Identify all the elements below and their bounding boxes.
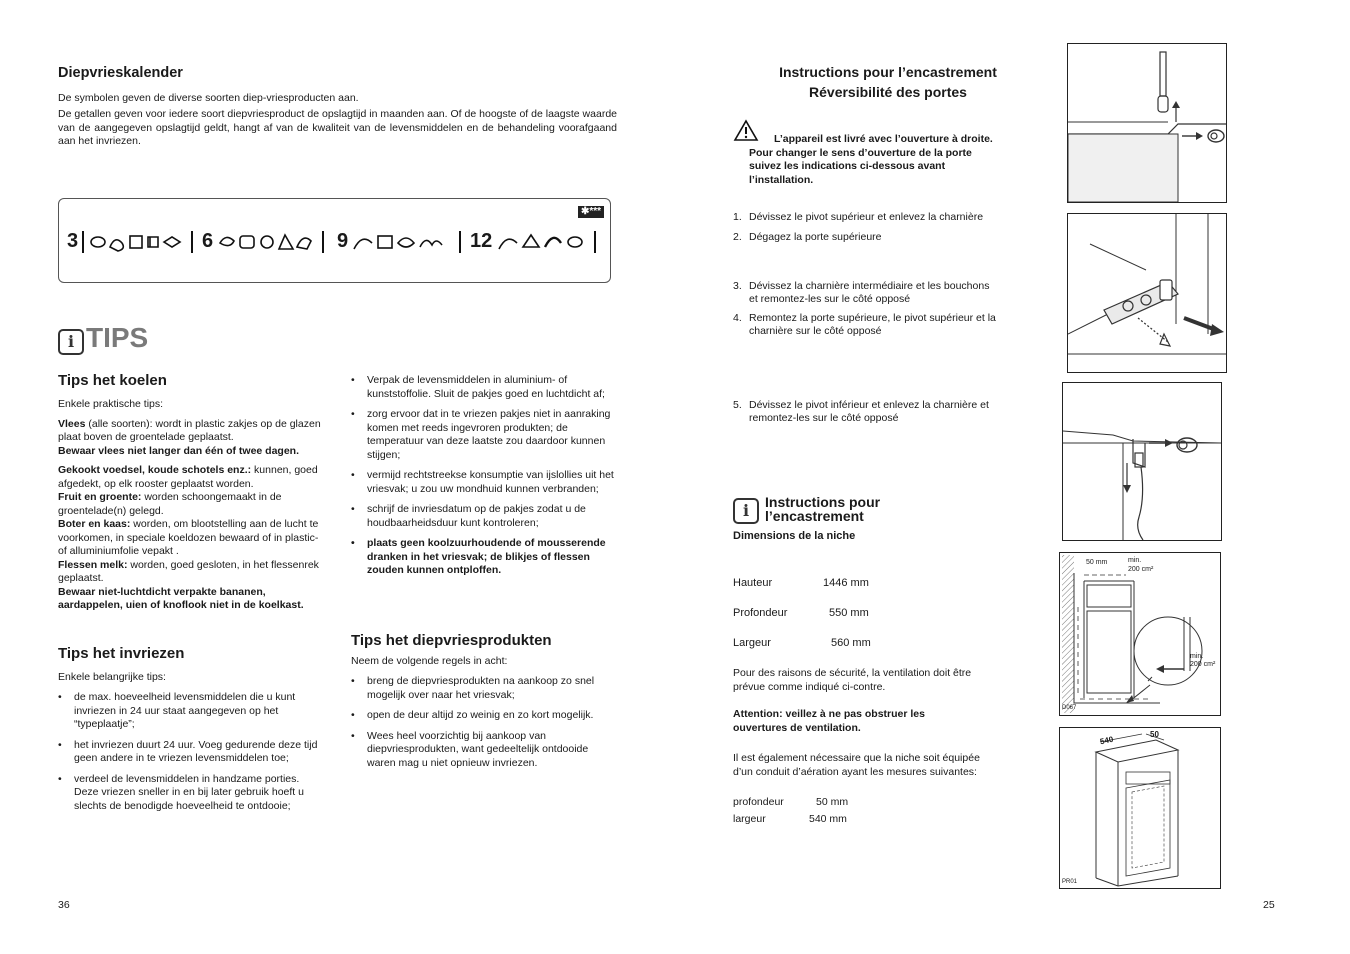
conduit-value-width: 540 mm (809, 813, 847, 825)
step-item: 3. Dévissez la charnière intermédiaire et les bouchons et remontez-les sur le côté opposé (733, 280, 990, 305)
conduit-text: Il est également nécessaire que la niche soit équipée d’un conduit d’aération ayant les mesures suivantes: (733, 752, 980, 778)
tips-cooling-meat: Vlees (alle soorten): wordt in plastic zakjes op de glazen plaat boven de groentelade geplaatst. Bewaar vlees niet langer dan één of twee dagen. (58, 417, 321, 457)
conduit-label-width: largeur (733, 813, 766, 825)
month-12: 12 (470, 230, 493, 252)
calendar-symbol-row (67, 229, 607, 255)
tips-cooling-intro: Enkele praktische tips: (58, 398, 164, 410)
dim-value-height: 1446 mm (823, 577, 869, 589)
steps-1-2 (733, 211, 998, 244)
month-6: 6 (202, 230, 214, 252)
attention-text: Attention: veillez à ne pas obstruer les ouvertures de ventilation. (733, 708, 925, 734)
month-3: 3 (67, 230, 79, 252)
info-icon: i (58, 329, 84, 355)
dim-value-depth: 550 mm (829, 607, 869, 619)
list-item: • zorg ervoor dat in te vriezen pakjes niet in aanraking komen met reeds ingevroren produkten; de temperatuur van deze laatste zou daardoor kunnen stijgen; (351, 408, 616, 462)
page-number-left: 36 (58, 899, 70, 911)
month-9: 9 (337, 230, 349, 252)
list-item: • het invriezen duurt 24 uur. Voeg gedurende deze tijd geen andere in te vriezen levensmiddelen toe; (58, 739, 325, 766)
steps-5 (733, 399, 998, 425)
freezer-calendar-p2: De getallen geven voor iedere soort diepvriesproduct de opslagtijd in maanden aan. Of de hoogste of de laagste waarde van de aangegeven opslagtijd geldt, hangt af van de kwaliteit van de levensmiddelen en de behandeling voorafgaand aan het invriezen. (58, 108, 617, 147)
steps-3-4 (733, 280, 998, 338)
figure-bottom-pivot (1062, 382, 1222, 541)
dim-label-depth: Profondeur (733, 607, 788, 619)
tips-frozen-list (351, 675, 616, 777)
figure-middle-hinge (1067, 213, 1227, 373)
tips-cooling-title: Tips het koelen (58, 372, 167, 389)
top-pivot-illustration (1068, 44, 1226, 202)
niche-label-540: 540 (1099, 734, 1115, 747)
conduit-label-depth: profondeur (733, 796, 784, 808)
food-symbols-9-icon (350, 229, 470, 255)
list-item: • vermijd rechtstreekse konsumptie van ijslollies uit het vriesvak; u zou uw mondhuid kunnen verbranden; (351, 469, 616, 496)
vent-label-50: 50 mm (1086, 559, 1108, 566)
figure-top-pivot (1067, 43, 1227, 203)
figure-niche (1059, 727, 1221, 889)
list-item: • de max. hoeveelheid levensmiddelen die u kunt invriezen in 24 uur staat aangegeven op het “typeplaatje”; (58, 691, 325, 732)
list-item: • schrijf de invriesdatum op de pakjes zodat u de houdbaarheidsduur kunt kontroleren; (351, 503, 616, 530)
vent-label-min-right: min. (1190, 653, 1204, 660)
freezer-calendar-p1: De symbolen geven de diverse soorten diep-vriesproducten aan. (58, 92, 359, 104)
dim-label-width: Largeur (733, 637, 771, 649)
tips-frozen-title: Tips het diepvriesprodukten (351, 632, 552, 649)
tips-cooling-cooked: Gekookt voedsel, koude schotels enz.: kunnen, goed afgedekt, op elk rooster geplaatst worden. (58, 464, 318, 490)
step-item: 2. Dégagez la porte supérieure (733, 231, 882, 243)
tips-cooling-butter: Boter en kaas: worden, om blootstelling aan de lucht te voorkomen, in speciale koeldozen bewaard of in plastic- of alluminiumfolie vepakt . (58, 518, 319, 557)
middle-hinge-illustration (1068, 214, 1226, 372)
tips-cooling-bananas: Bewaar niet-luchtdicht verpakte bananen, aardappelen, uien of knoflook niet in de koelkast. (58, 585, 304, 611)
food-symbols-6-icon (215, 229, 335, 255)
step-item: 5. Dévissez le pivot inférieur et enlevez la charnière et remontez-les sur le côté opposé (733, 399, 989, 424)
tips-col2-list (351, 374, 616, 585)
figure-ventilation (1059, 552, 1221, 716)
title-line-1: Instructions pour l’encastrement (779, 64, 997, 80)
tips-cooling-milk: Flessen melk: worden, goed gesloten, in het flessenrek geplaatst. (58, 558, 319, 584)
list-item: • verdeel de levensmiddelen in handzame porties. Deze vriezen sneller in en bij later gebruik hoeft u slechts de benodigde hoeveelheid te ontdooie; (58, 773, 325, 814)
niche-label-50: 50 (1150, 730, 1159, 739)
niche-figure-code: PR01 (1062, 879, 1078, 885)
dim-value-width: 560 mm (831, 637, 871, 649)
step-item: 4. Remontez la porte supérieure, le pivot supérieur et la charnière sur le côté opposé (733, 312, 996, 337)
dim-label-height: Hauteur (733, 577, 773, 589)
install-subtitle: Dimensions de la niche (733, 530, 856, 542)
food-symbols-12-icon (495, 229, 607, 255)
tips-freezing-title: Tips het invriezen (58, 645, 185, 662)
step-item: 1. Dévissez le pivot supérieur et enlevez la charnière (733, 211, 984, 223)
tips-cooling-body (58, 398, 323, 613)
tips-freezing-intro: Enkele belangrijke tips: (58, 671, 166, 683)
safety-text: Pour des raisons de sécurité, la ventilation doit être prévue comme indiqué ci-contre. (733, 667, 972, 693)
install-title: Instructions pour l’encastrement (765, 494, 881, 524)
freezer-calendar-title: Diepvrieskalender (58, 65, 183, 81)
warning-text: L’appareil est livré avec l’ouverture à droite. Pour changer le sens d’ouverture de la porte suivez les indications ci-dessous avant l’installation. (749, 133, 993, 186)
conduit-value-depth: 50 mm (816, 796, 849, 808)
tips-cooling-fruit: Fruit en groente: worden schoongemaakt in de groentelade(n) gelegd. (58, 491, 282, 517)
list-item-bold: • plaats geen koolzuurhoudende of mousserende dranken in het vriesvak; de blikjes of flessen zouden kunnen ontploffen. (351, 537, 616, 578)
list-item: • breng de diepvriesprodukten na aankoop zo snel mogelijk over naar het vriesvak; (351, 675, 616, 702)
niche-illustration (1060, 728, 1220, 888)
title-line-2: Réversibilité des portes (809, 84, 967, 100)
right-page-title (740, 62, 1036, 102)
star-rating-badge: ✱*** (578, 206, 604, 218)
list-item: • Wees heel voorzichtig bij aankoop van diepvriesprodukten, want gedeeltelijk ontdooide waren mag u niet opnieuw invriezen. (351, 730, 616, 771)
tips-title: TIPS (86, 322, 149, 353)
info-icon: i (733, 498, 759, 524)
list-item: • Verpak de levensmiddelen in aluminium- of kunststoffolie. Sluit de pakjes goed en luchtdicht af; (351, 374, 616, 401)
tips-freezing-list (58, 691, 325, 820)
vent-label-200-top: 200 cm² (1128, 566, 1154, 573)
vent-label-min-top: min. (1128, 557, 1142, 564)
food-symbols-3-icon (80, 229, 200, 255)
page-number-right: 25 (1263, 899, 1275, 911)
tips-frozen-intro: Neem de volgende regels in acht: (351, 655, 508, 667)
ventilation-illustration (1060, 553, 1220, 715)
bottom-pivot-illustration (1063, 383, 1221, 540)
vent-label-200-right: 200 cm² (1190, 661, 1216, 668)
list-item: • open de deur altijd zo weinig en zo kort mogelijk. (351, 709, 616, 723)
vent-figure-code: D067 (1062, 705, 1077, 711)
freezer-calendar-box (58, 198, 611, 283)
